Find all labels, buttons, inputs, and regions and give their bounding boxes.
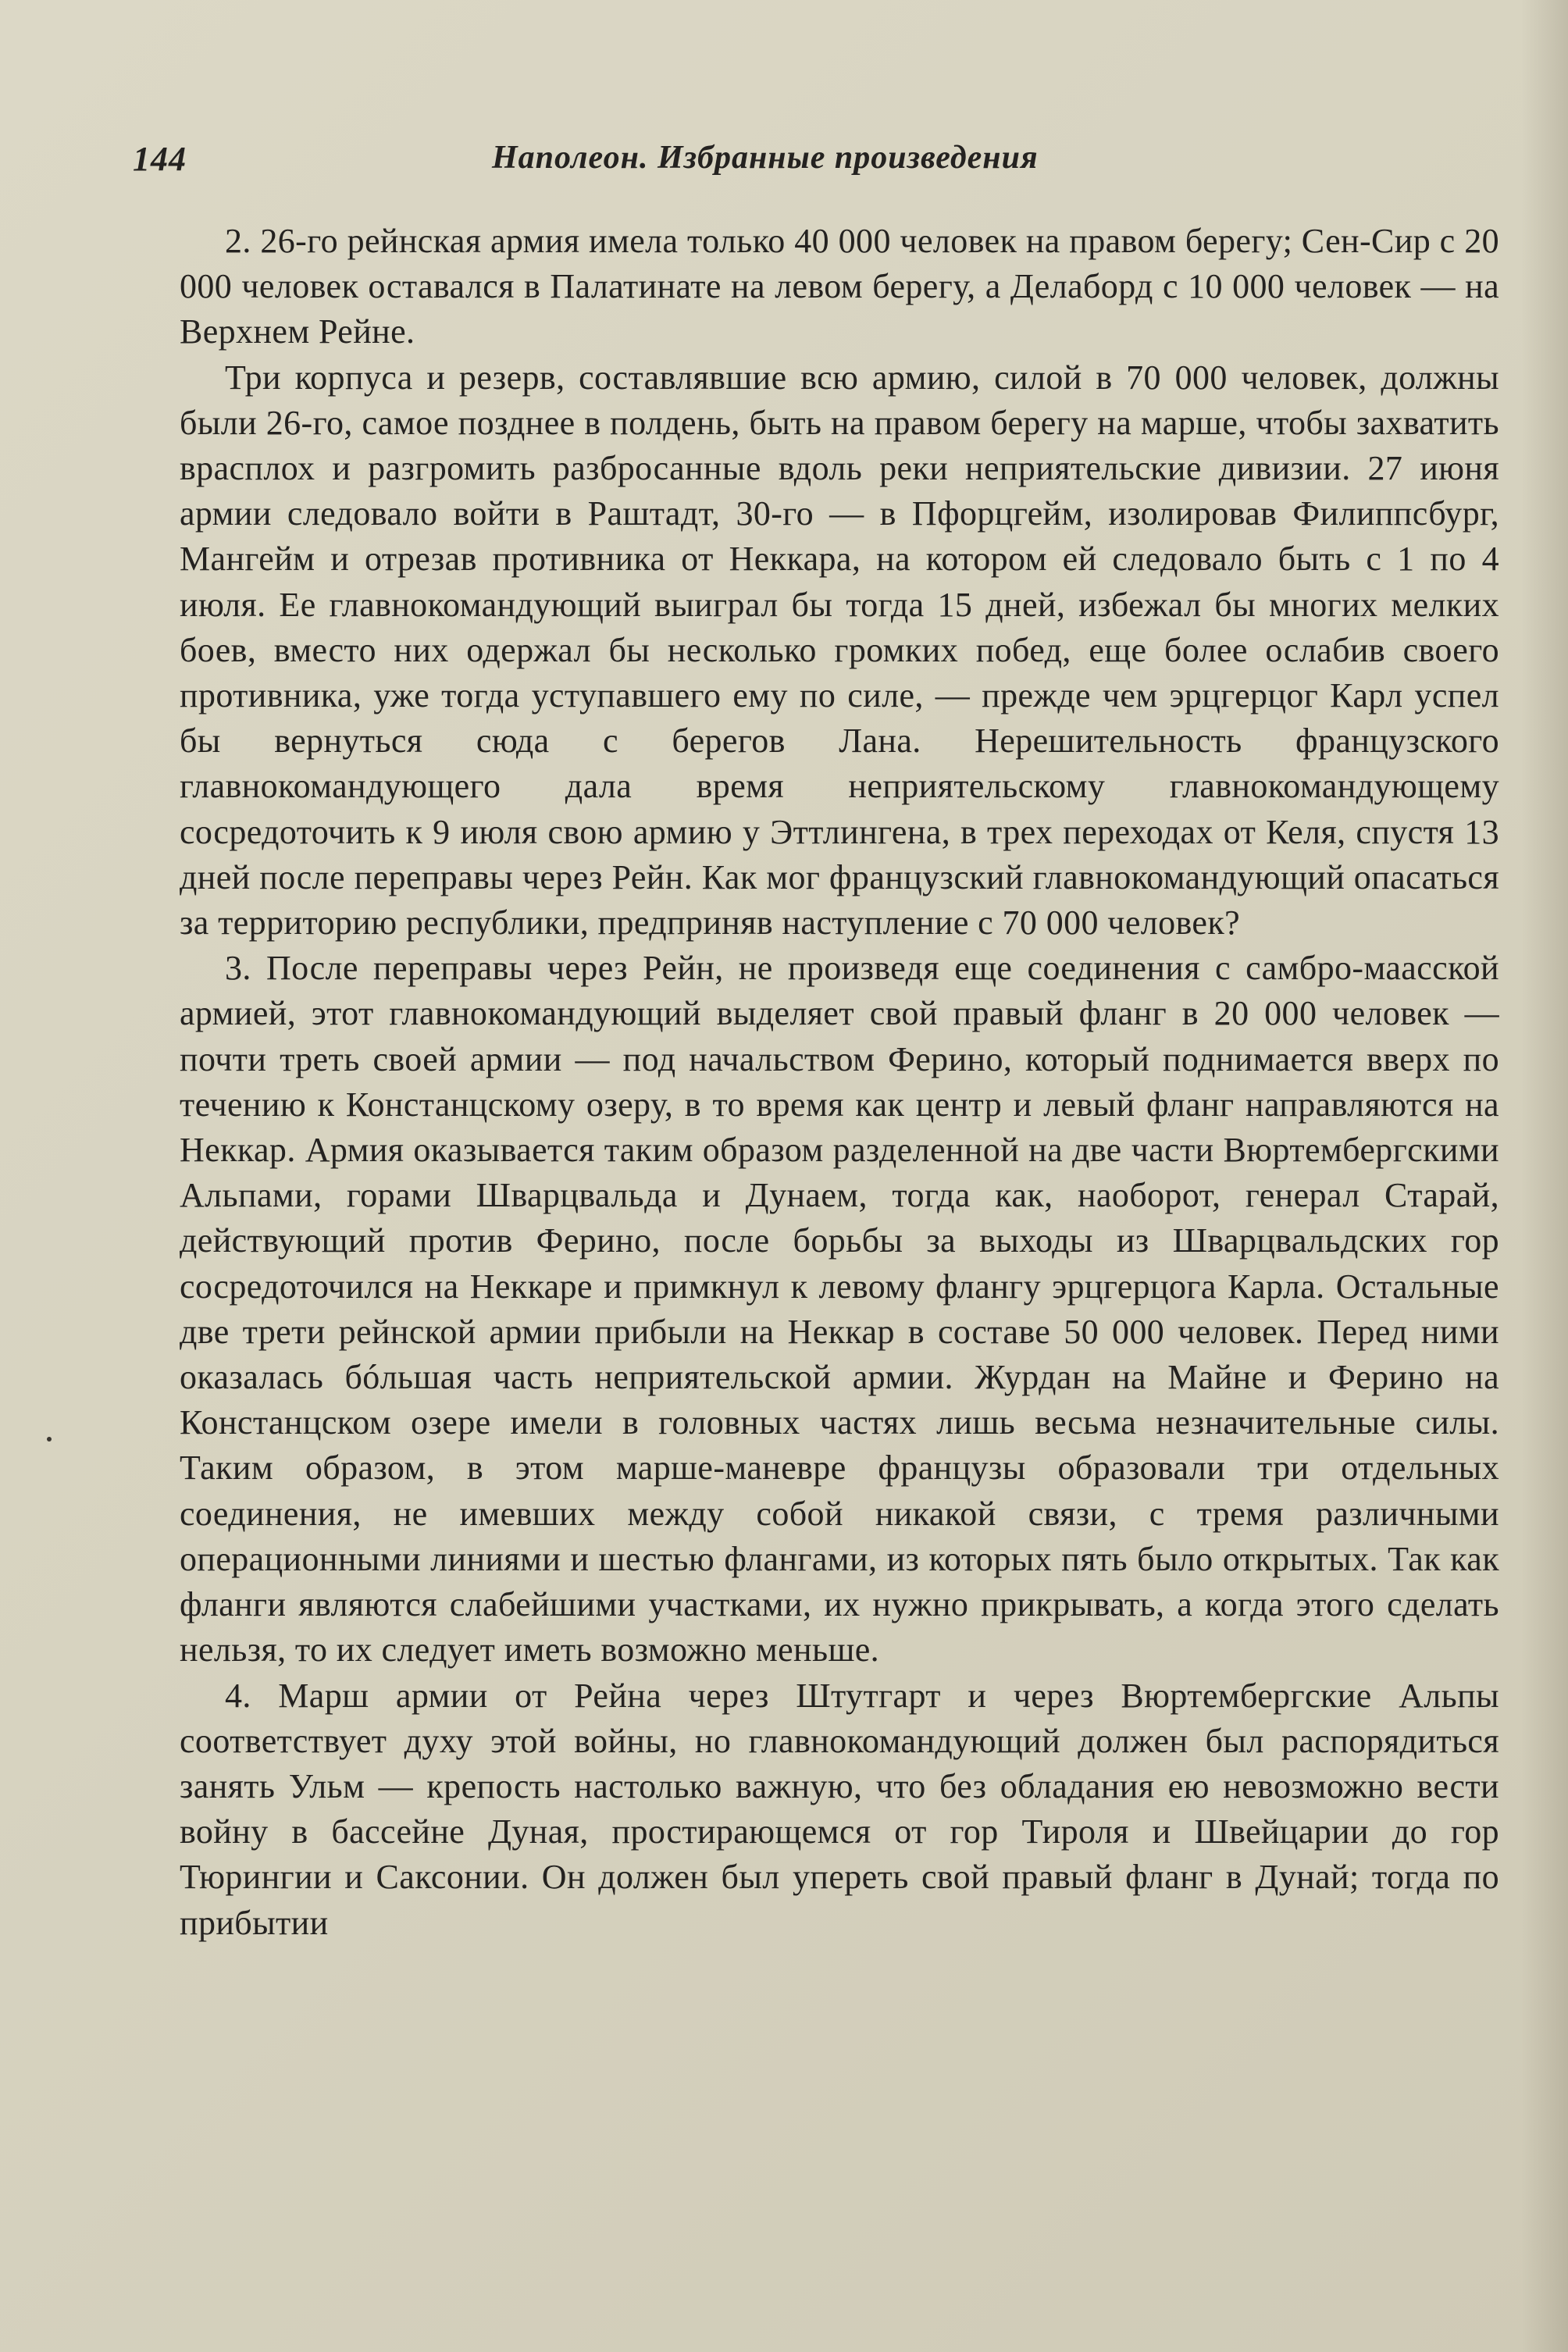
paragraph-3: 3. После переправы через Рейн, не произведя еще соединения с самбро-маасской армией, этот главнокомандующий выделяет свой правый фланг в 20 000 человек — почти треть своей армии — под начальством Ферино, который поднимается вверх по течению к Констанцскому озеру, в то время как центр и левый фланг направляются на Неккар. Армия оказывается таким образом разделенной на две части Вюртембергскими Альпами, горами Шварцвальда и Дунаем, тогда как, наоборот, генерал Старай, действующий против Ферино, после борьбы за выходы из Шварцвальдских гор сосредоточился на Неккаре и примкнул к левому флангу эрцгерцога Карла. Остальные две трети рейнской армии прибыли на Неккар в составе 50 000 человек. Перед ними оказалась бóльшая часть неприятельской армии. Журдан на Майне и Ферино на Констанцском озере имели в головных частях лишь весьма незначительные силы. Таким образом, в этом марше-маневре французы образовали три отдельных соединения, не имевших между собой никакой связи, с тремя различными операционными линиями и шестью флангами, из которых пять было открытых. Так как фланги являются слабейшими участками, их нужно прикрывать, а когда этого сделать нельзя, то их следует иметь возможно меньше. — [180, 949, 1499, 1670]
page-edge-shadow — [1521, 0, 1568, 2352]
paragraph-2: 2. 26-го рейнская армия имела только 40 000 человек на правом берегу; Сен-Сир с 20 000 человек оставался в Палатинате на левом берегу, а Делаборд с 10 000 человек — на Верхнем Рейне. — [180, 222, 1499, 351]
page-number: 144 — [133, 140, 187, 178]
running-title: Наполеон. Избранные произведения — [492, 140, 1039, 176]
running-header — [133, 139, 1515, 186]
body-text — [180, 219, 1499, 1946]
print-speck — [47, 1437, 52, 1441]
paragraph-2-continued: Три корпуса и резерв, составлявшие всю армию, силой в 70 000 человек, должны были 26-го, самое позднее в полдень, быть на правом берегу на марше, чтобы захватить врасплох и разгромить разбросанные вдоль реки неприятельские дивизии. 27 июня армии следовало войти в Раштадт, 30-го — в Пфорцгейм, изолировав Филиппсбург, Мангейм и отрезав противника от Неккара, на котором ей следовало быть с 1 по 4 июля. Ее главнокомандующий выиграл бы тогда 15 дней, избежал бы многих мелких боев, вместо них одержал бы несколько громких побед, еще более ослабив своего противника, уже тогда уступавшего ему по силе, — прежде чем эрцгерцог Карл успел бы вернуться сюда с берегов Лана. Нерешительность французского главнокомандующего дала время неприятельскому главнокомандующему сосредоточить к 9 июля свою армию у Эттлингена, в трех переходах от Келя, спустя 13 дней после переправы через Рейн. Как мог французский главнокомандующий опасаться за территорию республики, предприняв наступление с 70 000 человек? — [180, 358, 1499, 943]
paragraph-4: 4. Марш армии от Рейна через Штутгарт и через Вюртембергские Альпы соответствует духу этой войны, но главнокомандующий должен был распорядиться занять Ульм — крепость настолько важную, что без обладания ею невозможно вести войну в бассейне Дуная, простирающемся от гор Тироля и Швейцарии до гор Тюрингии и Саксонии. Он должен был упереть свой правый фланг в Дунай; тогда по прибытии — [180, 1676, 1499, 1942]
